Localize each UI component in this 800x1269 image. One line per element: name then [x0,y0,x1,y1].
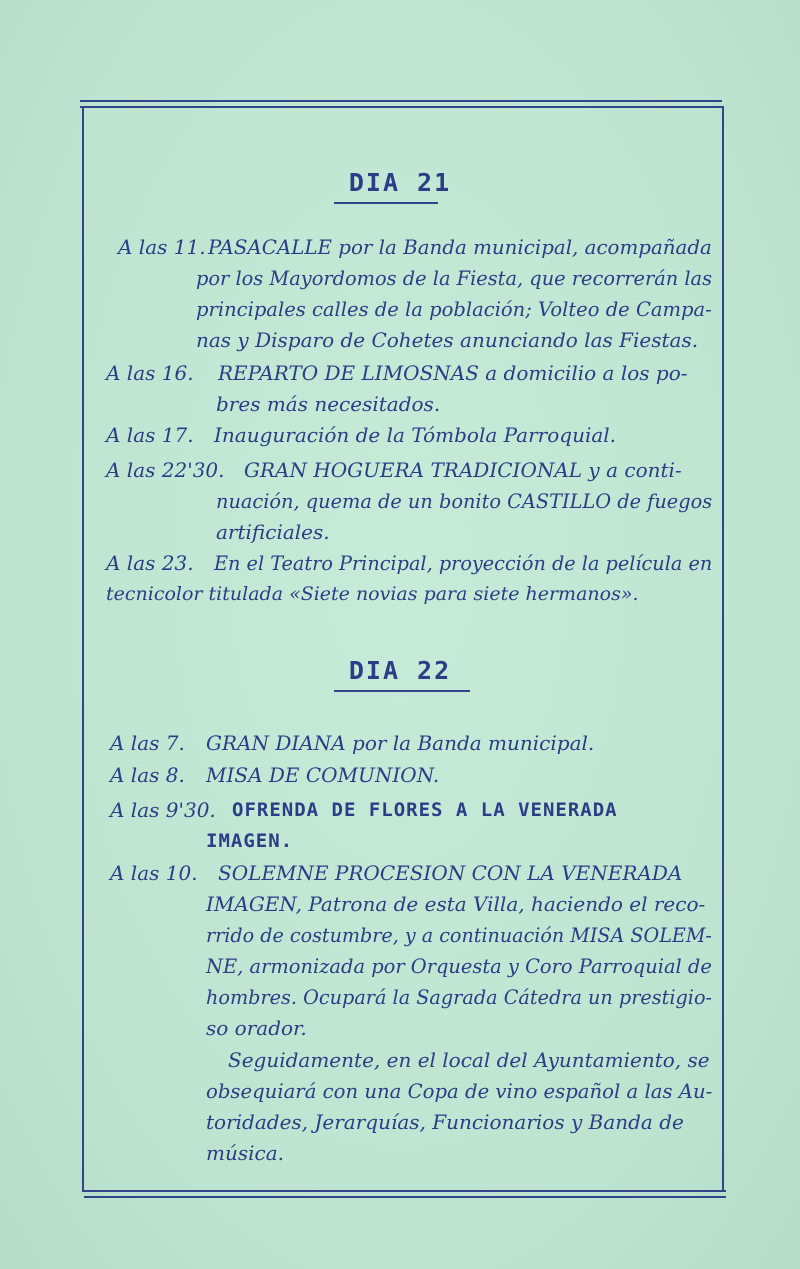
event-line: so orador. [206,1016,307,1040]
event-time: A las 8. [110,763,185,787]
event-line: tecnicolor titulada «Siete novias para siete hermanos». [106,583,639,605]
event-line: IMAGEN. [206,830,294,852]
frame-left [82,106,84,1192]
event-line: MISA DE COMUNION. [206,763,440,787]
event-line: bres más necesitados. [216,392,441,416]
event-line: SOLEMNE PROCESION CON LA VENERADA [218,861,683,885]
event-line: NE, armonizada por Orquesta y Coro Parroquial de [206,954,712,978]
event-line: PASACALLE por la Banda municipal, acompañada [208,235,712,259]
event-line: IMAGEN, Patrona de esta Villa, haciendo el reco- [206,892,706,916]
event-line: Inauguración de la Tómbola Parroquial. [214,423,617,447]
closing-line: obsequiará con una Copa de vino español a las Au- [206,1079,713,1103]
event-line: rrido de costumbre, y a continuación MISA SOLEM- [206,923,712,947]
event-line: GRAN HOGUERA TRADICIONAL y a conti- [244,458,682,482]
event-time: A las 16. [106,361,194,385]
frame-top-inner [80,106,722,108]
closing-line: toridades, Jerarquías, Funcionarios y Banda de [206,1110,684,1134]
event-line: principales calles de la población; Volteo de Campa- [196,297,712,321]
closing-line: música. [206,1141,284,1165]
event-time: A las 7. [110,731,185,755]
frame-top-outer [80,100,722,102]
event-time: A las 22'30. [106,458,225,482]
frame-right [722,106,724,1192]
day-22-title: DIA 22 [348,656,452,685]
event-line: GRAN DIANA por la Banda municipal. [206,731,595,755]
day-21-title: DIA 21 [348,168,452,197]
event-line: En el Teatro Principal, proyección de la película en [214,551,713,575]
frame-bottom-inner [84,1190,726,1192]
event-line: por los Mayordomos de la Fiesta, que recorrerán las [196,266,713,290]
closing-line: Seguidamente, en el local del Ayuntamiento, se [228,1048,710,1072]
event-time: A las 11. [118,235,206,259]
event-time: A las 9'30. [110,798,216,822]
day-21-underline [334,202,438,204]
event-line: nas y Disparo de Cohetes anunciando las Fiestas. [196,328,699,352]
event-line: REPARTO DE LIMOSNAS a domicilio a los po- [218,361,688,385]
event-line: hombres. Ocupará la Sagrada Cátedra un prestigio- [206,985,713,1009]
event-time: A las 10. [110,861,198,885]
event-line: OFRENDA DE FLORES A LA VENERADA [232,799,618,821]
event-time: A las 17. [106,423,194,447]
frame-bottom-outer [84,1196,726,1198]
day-22-underline [334,690,470,692]
event-time: A las 23. [106,551,194,575]
event-line: artificiales. [216,520,330,544]
event-line: nuación, quema de un bonito CASTILLO de fuegos [216,489,713,513]
